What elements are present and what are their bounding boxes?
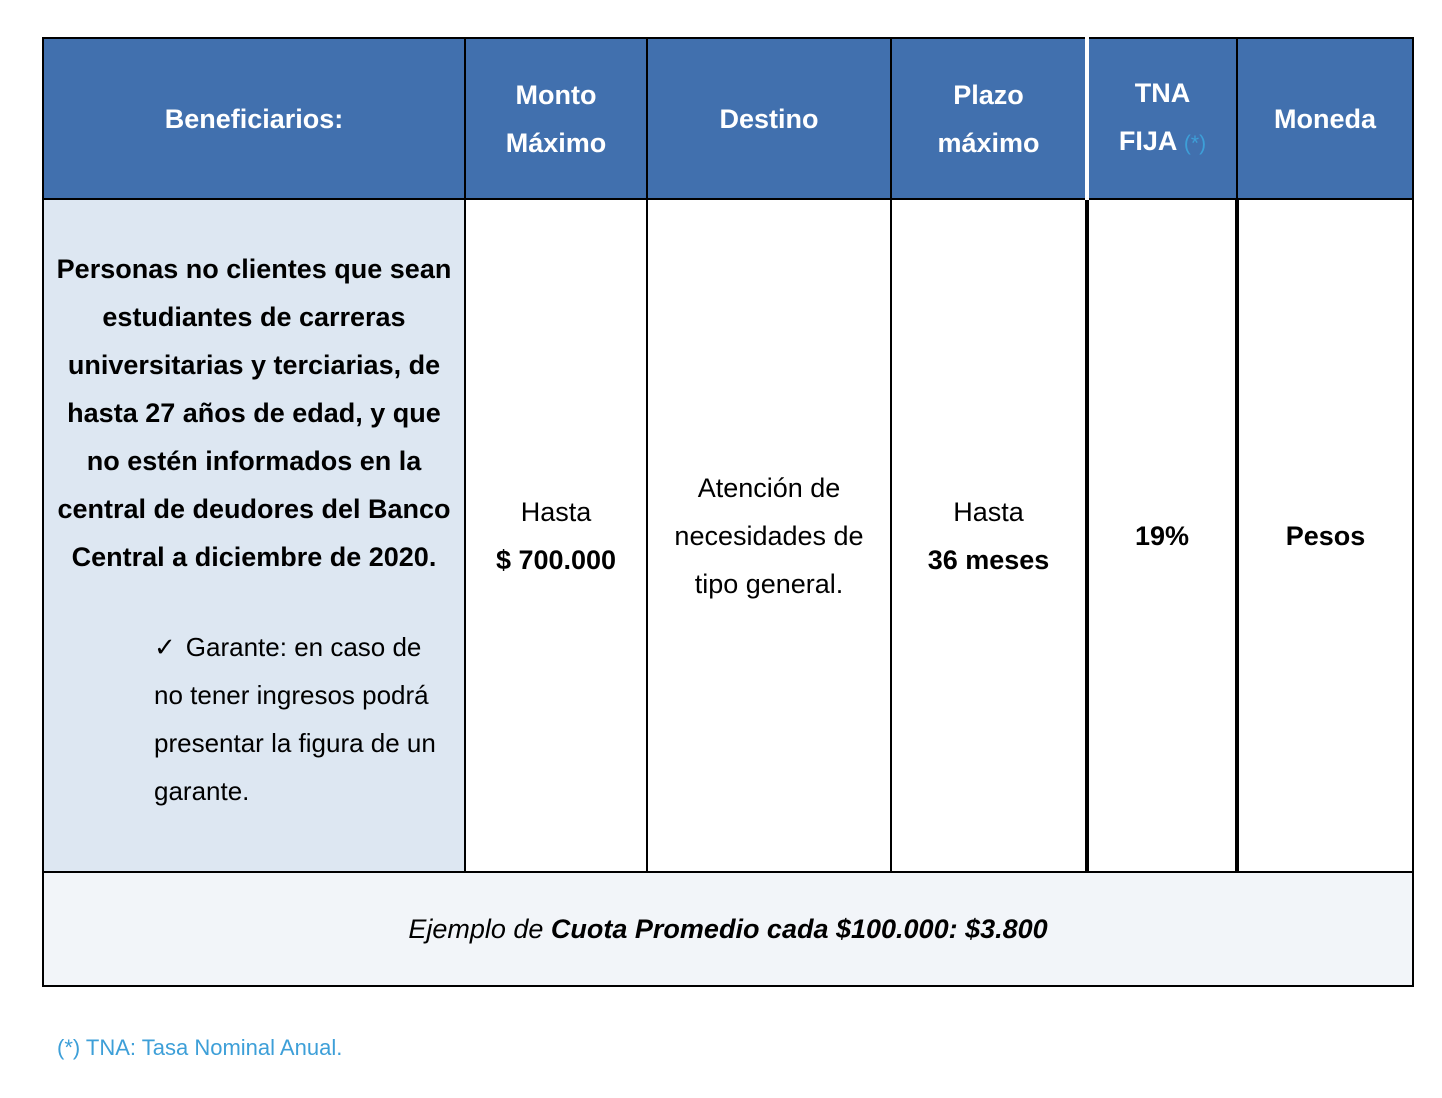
header-monto-maximo: Monto Máximo [465, 38, 647, 199]
checkmark-icon: ✓ [154, 631, 176, 662]
monto-prefix: Hasta [520, 496, 592, 527]
garante-note-text: Garante: en caso de no tener ingresos podrá presentar la figura de un garante. [154, 631, 436, 806]
beneficiarios-description: Personas no clientes que sean estudiantes de carreras universitarias y terciarias, de hasta 27 años de edad, y que no estén informados en la central de deudores del Banco Central a diciembre de 2020. [56, 253, 452, 572]
loan-conditions-table [42, 37, 1414, 987]
header-tna-fija: TNA FIJA (*) [1087, 38, 1237, 199]
header-plazo-maximo: Plazo máximo [891, 38, 1087, 199]
example-cuota: Cuota Promedio cada $100.000: $3.800 [550, 913, 1048, 944]
example-cell [43, 872, 1413, 986]
garante-note [154, 623, 446, 815]
table-header-row [43, 38, 1413, 199]
plazo-value: 36 meses [927, 544, 1050, 575]
monto-cell [465, 199, 647, 872]
tna-cell: 19% [1087, 199, 1237, 872]
plazo-prefix: Hasta [953, 496, 1024, 527]
moneda-cell: Pesos [1237, 199, 1413, 872]
header-destino: Destino [647, 38, 891, 199]
beneficiarios-cell [43, 199, 465, 872]
destino-text: Atención de necesidades de tipo general. [674, 472, 864, 599]
header-beneficiarios: Beneficiarios: [43, 38, 465, 199]
tna-footnote: (*) TNA: Tasa Nominal Anual. [57, 1035, 343, 1060]
example-prefix: Ejemplo de [408, 913, 551, 944]
plazo-cell [891, 199, 1087, 872]
tna-footnote-ref: (*) [1183, 132, 1207, 155]
header-moneda: Moneda [1237, 38, 1413, 199]
table-row [43, 199, 1413, 872]
monto-value: $ 700.000 [495, 544, 617, 575]
example-row [43, 872, 1413, 986]
destino-cell [647, 199, 891, 872]
